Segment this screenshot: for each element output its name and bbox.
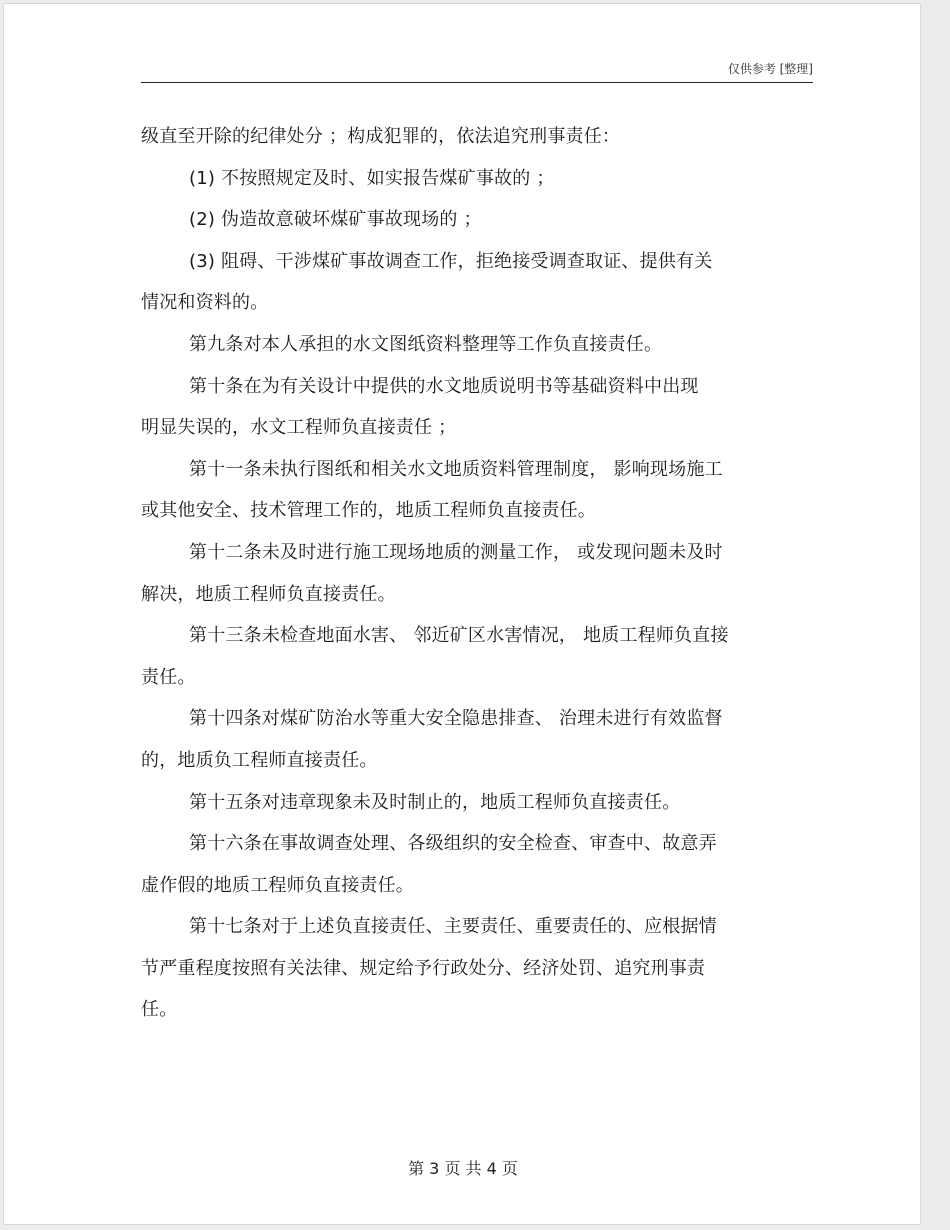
page-header: 仅供参考 [整理] (141, 62, 813, 83)
text-line: 第十五条对违章现象未及时制止的，地质工程师负直接责任。 (189, 791, 681, 813)
text-line: 情况和资料的。 (141, 292, 269, 314)
text-line: 第十七条对于上述负直接责任、主要责任、重要责任的、应根据情 (189, 916, 717, 938)
text-line: 第十四条对煤矿防治水等重大安全隐患排查、 治理未进行有效监督 (189, 708, 723, 730)
text-line: (2) 伪造故意破坏煤矿事故现场的 ； (189, 209, 482, 231)
text-line: 第十二条未及时进行施工现场地质的测量工作， 或发现问题未及时 (189, 541, 723, 563)
page-footer: 第 3 页 共 4 页 (408, 1159, 518, 1178)
text-line: 第十六条在事故调查处理、各级组织的安全检查、审查中、故意弄 (189, 833, 717, 855)
text-line: 第九条对本人承担的水文图纸资料整理等工作负直接责任。 (189, 333, 663, 355)
text-line: 责任。 (141, 666, 196, 688)
text-line: 的，地质负工程师直接责任。 (141, 749, 378, 771)
text-line: 或其他安全、技术管理工作的，地质工程师负直接责任。 (141, 500, 596, 522)
body-text (141, 116, 813, 1031)
text-line: (1) 不按照规定及时、如实报告煤矿事故的 ； (189, 167, 555, 189)
text-line: 第十一条未执行图纸和相关水文地质资料管理制度， 影响现场施工 (189, 458, 723, 480)
text-line: 级直至开除的纪律处分 ；构成犯罪的，依法追究刑事责任： (141, 126, 621, 147)
text-line: 任。 (141, 999, 178, 1021)
text-line: 虚作假的地质工程师负直接责任。 (141, 874, 414, 896)
text-line: 第十条在为有关设计中提供的水文地质说明书等基础资料中出现 (189, 375, 699, 397)
document-page (3, 3, 921, 1225)
text-line: (3) 阻碍、干涉煤矿事故调查工作，拒绝接受调查取证、提供有关 (189, 250, 713, 272)
text-line: 第十三条未检查地面水害、 邻近矿区水害情况， 地质工程师负直接 (189, 625, 729, 647)
text-line: 明显失误的，水文工程师负直接责任 ； (141, 417, 457, 439)
text-line: 解决，地质工程师负直接责任。 (141, 583, 396, 605)
text-line: 节严重程度按照有关法律、规定给予行政处分、经济处罚、追究刑事责 (141, 957, 706, 979)
